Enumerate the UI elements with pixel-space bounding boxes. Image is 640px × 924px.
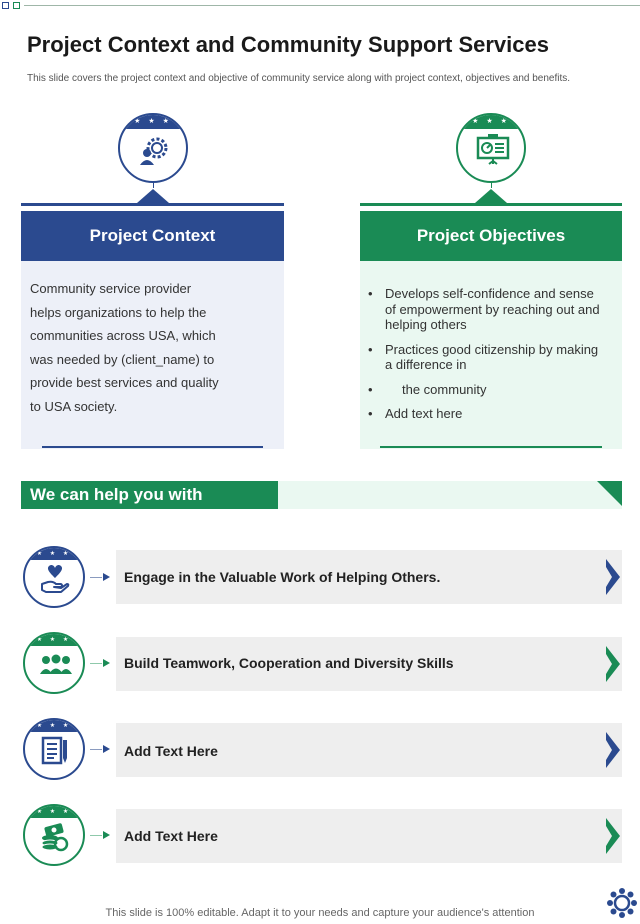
- context-text: [30, 277, 262, 418]
- corner-square-icon: [13, 2, 20, 9]
- context-stem: [153, 181, 154, 188]
- page-title: Project Context and Community Support Services: [27, 32, 549, 57]
- row-badge: [23, 804, 85, 866]
- row-label: Add Text Here: [124, 828, 218, 844]
- badge-stars: ★ ★ ★: [25, 806, 83, 818]
- row-badge: [23, 632, 85, 694]
- objectives-list: [368, 286, 608, 431]
- objectives-heading: Project Objectives: [360, 211, 622, 261]
- row-arrow-icon: [103, 659, 110, 667]
- badge-stars: ★ ★ ★: [25, 720, 83, 732]
- help-heading: We can help you with: [21, 481, 278, 509]
- row-connector: [90, 663, 102, 664]
- gear-logo-icon: [607, 888, 637, 918]
- badge-stars: ★ ★ ★: [25, 548, 83, 560]
- context-line: Community service provider: [30, 281, 192, 296]
- context-bottom-rule: [42, 446, 263, 448]
- help-banner-corner: [597, 481, 622, 506]
- money-coins-icon: [40, 822, 70, 852]
- row-badge: [23, 718, 85, 780]
- objectives-header-badge: [456, 113, 526, 183]
- row-label: Engage in the Valuable Work of Helping Others.: [124, 569, 441, 585]
- objectives-top-rule: [360, 203, 622, 206]
- context-line: helps organizations to help the: [30, 304, 207, 320]
- context-line: was needed by (client_name) to: [30, 351, 215, 367]
- chevron-notch: [606, 567, 612, 587]
- top-decoration: [0, 0, 640, 10]
- list-item: • Develops self-confidence and sense of empowerment by reaching out and helping others: [368, 286, 608, 333]
- row-connector: [90, 835, 102, 836]
- objectives-pointer: [475, 189, 507, 203]
- gear-person-icon: [137, 133, 171, 167]
- presentation-board-icon: [475, 133, 511, 167]
- context-pointer: [137, 189, 169, 203]
- badge-stars: ★ ★ ★: [25, 634, 83, 646]
- list-item: • the community: [368, 382, 608, 398]
- objectives-stem: [491, 181, 492, 188]
- row-connector: [90, 749, 102, 750]
- row-label: Build Teamwork, Cooperation and Diversity Skills: [124, 655, 454, 671]
- row-connector: [90, 577, 102, 578]
- context-top-rule: [21, 203, 284, 206]
- corner-square-icon: [2, 2, 9, 9]
- document-pen-icon: [40, 736, 70, 766]
- row-label: Add Text Here: [124, 743, 218, 759]
- context-line: provide best services and quality: [30, 375, 219, 390]
- badge-stars: ★ ★ ★: [458, 115, 524, 129]
- badge-stars: ★ ★ ★: [120, 115, 186, 129]
- context-line: communities across USA, which: [30, 328, 216, 343]
- chevron-notch: [606, 826, 612, 846]
- top-divider: [24, 5, 640, 6]
- team-group-icon: [40, 650, 72, 680]
- chevron-notch: [606, 740, 612, 760]
- row-arrow-icon: [103, 745, 110, 753]
- list-item: • Practices good citizenship by making a difference in: [368, 342, 608, 373]
- footer-note: This slide is 100% editable. Adapt it to your needs and capture your audience's attention: [105, 907, 535, 919]
- row-arrow-icon: [103, 831, 110, 839]
- context-heading: Project Context: [21, 211, 284, 261]
- row-badge: [23, 546, 85, 608]
- context-header-badge: [118, 113, 188, 183]
- list-item: • Add text here: [368, 406, 608, 422]
- row-arrow-icon: [103, 573, 110, 581]
- heart-hand-icon: [40, 564, 70, 594]
- page-subtitle: This slide covers the project context and objective of community service along with project context, objectives and benefits.: [27, 73, 571, 84]
- objectives-bottom-rule: [380, 446, 602, 448]
- chevron-notch: [606, 654, 612, 674]
- context-line: to USA society.: [30, 398, 118, 414]
